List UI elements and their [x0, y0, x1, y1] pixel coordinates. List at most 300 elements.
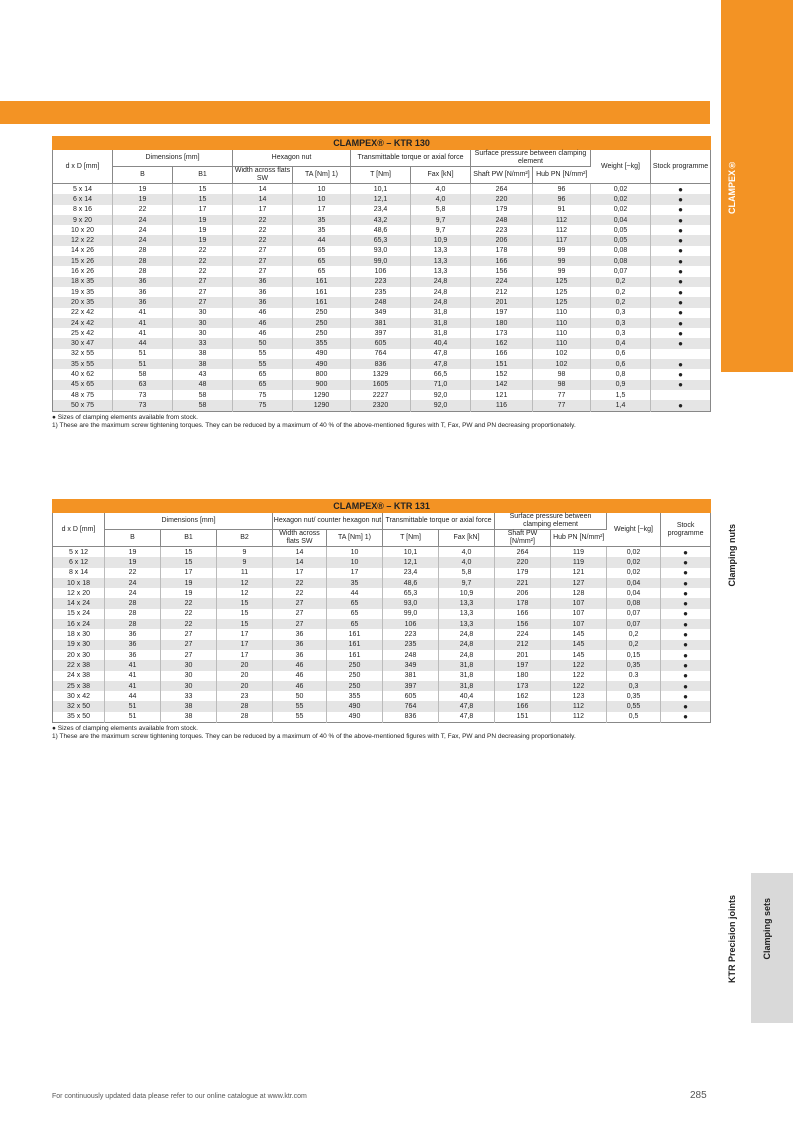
- stock-cell: ●: [651, 318, 711, 328]
- col-hexnut: Hexagon nut/ counter hexagon nut: [273, 513, 383, 530]
- table-cell: 40,4: [411, 338, 471, 348]
- table-row: [53, 390, 711, 400]
- table-cell: 22: [173, 256, 233, 266]
- table-cell: 30: [161, 671, 217, 681]
- table-cell: 1290: [293, 400, 351, 411]
- stock-cell: ●: [683, 712, 688, 722]
- table-cell: 47,8: [411, 359, 471, 369]
- table-cell: 0,02: [591, 205, 651, 215]
- table-cell: 121: [551, 568, 607, 578]
- table-notes: [52, 414, 710, 430]
- table-cell: 110: [533, 318, 591, 328]
- table-cell: 2227: [351, 390, 411, 400]
- table-cell: 12,1: [383, 557, 439, 567]
- table-cell: 19: [161, 578, 217, 588]
- table-cell: 107: [551, 609, 607, 619]
- table-cell: 107: [551, 619, 607, 629]
- table-cell: 65: [327, 598, 383, 608]
- table-cell: 161: [327, 629, 383, 639]
- col-weight: Weight [~kg]: [591, 150, 651, 184]
- table-cell: 349: [383, 660, 439, 670]
- table-cell: 46: [233, 328, 293, 338]
- stock-cell: ●: [683, 650, 688, 660]
- table-cell: 98: [533, 380, 591, 390]
- table-cell: 223: [471, 225, 533, 235]
- table-cell: 16 x 26: [53, 266, 113, 276]
- table-cell: 30: [173, 308, 233, 318]
- table-cell: 15: [173, 184, 233, 195]
- table-cell: 122: [551, 681, 607, 691]
- table-cell: 38: [173, 349, 233, 359]
- table-cell: 46: [233, 308, 293, 318]
- table-cell: 65: [233, 369, 293, 379]
- table-cell: 38: [161, 712, 217, 723]
- table-cell: 112: [533, 225, 591, 235]
- table-row: [53, 297, 711, 307]
- table-cell: 212: [495, 640, 551, 650]
- table-cell: 30: [161, 660, 217, 670]
- table-cell: 17: [217, 640, 273, 650]
- stock-cell: ●: [651, 194, 711, 204]
- table-cell: 10,1: [383, 547, 439, 558]
- col-b1: B1: [173, 167, 233, 184]
- table-cell: 0,02: [607, 557, 661, 567]
- table-cell: 127: [551, 578, 607, 588]
- table-cell: 10: [293, 184, 351, 195]
- table-cell: 20 x 35: [53, 297, 113, 307]
- table-row: [53, 277, 711, 287]
- table-cell: 0,05: [591, 235, 651, 245]
- table-cell: 10 x 20: [53, 225, 113, 235]
- table-cell: 47,8: [439, 712, 495, 723]
- table-cell: 119: [551, 557, 607, 567]
- stock-cell: ●: [651, 380, 711, 390]
- table-cell: 46: [273, 660, 327, 670]
- table-cell: 96: [533, 194, 591, 204]
- table-row: [53, 691, 711, 701]
- table-row: [53, 681, 711, 691]
- table-cell: 13,3: [439, 609, 495, 619]
- table-cell: 264: [471, 184, 533, 195]
- col-b: B: [105, 530, 161, 547]
- col-fax: Fax [kN]: [439, 530, 495, 547]
- table-cell: 206: [471, 235, 533, 245]
- table-cell: 24 x 42: [53, 318, 113, 328]
- table-row: [53, 380, 711, 390]
- table-cell: 17: [173, 205, 233, 215]
- table-cell: 173: [471, 328, 533, 338]
- table-cell: 27: [161, 640, 217, 650]
- table-cell: 44: [293, 235, 351, 245]
- table-cell: 0,3: [591, 308, 651, 318]
- table-cell: 162: [495, 691, 551, 701]
- table-cell: 17: [293, 205, 351, 215]
- table-cell: 27: [173, 297, 233, 307]
- table-cell: 0,4: [591, 338, 651, 348]
- table-cell: 152: [471, 369, 533, 379]
- table-cell: 24 x 38: [53, 671, 105, 681]
- table-cell: 91: [533, 205, 591, 215]
- table-cell: 0,15: [607, 650, 661, 660]
- table-cell: 40 x 62: [53, 369, 113, 379]
- table-cell: 33: [173, 338, 233, 348]
- table-cell: 836: [383, 712, 439, 723]
- stock-cell: ●: [661, 681, 711, 691]
- table-cell: 24,8: [411, 277, 471, 287]
- table-cell: 36: [233, 297, 293, 307]
- col-shaft: Shaft PW [N/mm²]: [471, 167, 533, 184]
- table-cell: 0,35: [607, 660, 661, 670]
- stock-cell: ●: [651, 400, 711, 411]
- table-cell: 93,0: [351, 246, 411, 256]
- table-cell: 19: [173, 235, 233, 245]
- col-dimensions: Dimensions [mm]: [113, 150, 233, 167]
- table-cell: 48,6: [383, 578, 439, 588]
- table-cell: 65: [293, 246, 351, 256]
- table-cell: 248: [471, 215, 533, 225]
- table-cell: 27: [161, 629, 217, 639]
- table-cell: 107: [551, 598, 607, 608]
- table-cell: 4,0: [411, 194, 471, 204]
- table-cell: 47,8: [439, 701, 495, 711]
- table-cell: 98: [533, 369, 591, 379]
- table-cell: 22: [105, 568, 161, 578]
- stock-cell: ●: [651, 277, 711, 287]
- table-cell: 161: [293, 297, 351, 307]
- table-row: [53, 328, 711, 338]
- table-cell: 12,1: [351, 194, 411, 204]
- table-cell: 0,55: [607, 701, 661, 711]
- table-cell: 19: [173, 215, 233, 225]
- table-cell: 46: [273, 671, 327, 681]
- table-cell: 5,8: [411, 205, 471, 215]
- table-cell: 27: [173, 287, 233, 297]
- header-bar: [0, 101, 710, 124]
- table-cell: 235: [351, 287, 411, 297]
- table-cell: 24,8: [439, 629, 495, 639]
- sidebar-label-clamping-nuts[interactable]: Clamping nuts: [727, 524, 737, 587]
- table-cell: 28: [105, 598, 161, 608]
- table-cell: 17: [161, 568, 217, 578]
- table-cell: 123: [551, 691, 607, 701]
- table-cell: 35 x 55: [53, 359, 113, 369]
- table-cell: 0,02: [607, 547, 661, 558]
- table-cell: 28: [113, 266, 173, 276]
- table-cell: 5 x 14: [53, 184, 113, 195]
- table-cell: 22: [173, 246, 233, 256]
- table-cell: 36: [113, 287, 173, 297]
- table-cell: 166: [495, 701, 551, 711]
- table-cell: 58: [173, 400, 233, 411]
- table-cell: 43,2: [351, 215, 411, 225]
- table-row: [53, 225, 711, 235]
- table-ktr130-section: [52, 136, 710, 430]
- table-cell: 0,07: [607, 609, 661, 619]
- table-cell: 605: [351, 338, 411, 348]
- table-cell: 92,0: [411, 390, 471, 400]
- stock-cell: ●: [683, 691, 688, 701]
- table-cell: 48,6: [351, 225, 411, 235]
- table-cell: 12 x 22: [53, 235, 113, 245]
- col-surface: Surface pressure between clamping element: [471, 150, 591, 167]
- table-cell: 14: [273, 557, 327, 567]
- table-cell: 27: [161, 650, 217, 660]
- table-cell: 36: [233, 287, 293, 297]
- table-cell: 151: [471, 359, 533, 369]
- table-cell: 9 x 20: [53, 215, 113, 225]
- table-cell: 223: [383, 629, 439, 639]
- col-fax: Fax [kN]: [411, 167, 471, 184]
- table-cell: 10,9: [411, 235, 471, 245]
- table-cell: 41: [105, 671, 161, 681]
- table-cell: 47,8: [411, 349, 471, 359]
- table-row: [53, 349, 711, 359]
- table-cell: 0,07: [607, 619, 661, 629]
- table-cell: 1,4: [591, 400, 651, 411]
- table-cell: 30: [173, 328, 233, 338]
- col-shaft: Shaft PW [N/mm²]: [495, 530, 551, 547]
- table-cell: 22: [233, 225, 293, 235]
- table-cell: 0,2: [591, 277, 651, 287]
- table-cell: 99,0: [351, 256, 411, 266]
- table-cell: 99: [533, 256, 591, 266]
- table-cell: 30: [161, 681, 217, 691]
- table-row: [53, 184, 711, 195]
- table-cell: 28: [105, 619, 161, 629]
- table-cell: 46: [233, 318, 293, 328]
- table-cell: 77: [533, 390, 591, 400]
- table-cell: 30 x 42: [53, 691, 105, 701]
- table-cell: 0,05: [591, 225, 651, 235]
- table-cell: 206: [495, 588, 551, 598]
- table-cell: 32 x 55: [53, 349, 113, 359]
- table-cell: 36: [233, 277, 293, 287]
- sidebar-label-precision-joints[interactable]: KTR Precision joints: [727, 895, 737, 984]
- table-cell: 13,3: [439, 598, 495, 608]
- note-stock: ● Sizes of clamping elements available from stock.: [52, 413, 198, 421]
- table-row: [53, 287, 711, 297]
- table-cell: 201: [471, 297, 533, 307]
- table-cell: 197: [495, 660, 551, 670]
- table-cell: 24,8: [439, 640, 495, 650]
- table-cell: 24: [113, 235, 173, 245]
- table-cell: 0.3: [607, 671, 661, 681]
- table-cell: 13,3: [411, 266, 471, 276]
- table-cell: 22: [273, 588, 327, 598]
- table-row: [53, 640, 711, 650]
- table-cell: 38: [173, 359, 233, 369]
- table-title: CLAMPEX® – KTR 131: [53, 500, 711, 513]
- table-cell: 490: [293, 349, 351, 359]
- table-cell: 41: [113, 308, 173, 318]
- table-cell: 31,8: [411, 328, 471, 338]
- table-row: [53, 246, 711, 256]
- table-cell: 50: [233, 338, 293, 348]
- table-cell: 10,9: [439, 588, 495, 598]
- col-hexnut: Hexagon nut: [233, 150, 351, 167]
- table-cell: 19 x 30: [53, 640, 105, 650]
- table-cell: 250: [327, 681, 383, 691]
- table-cell: 145: [551, 629, 607, 639]
- table-cell: 31,8: [439, 681, 495, 691]
- table-body: [53, 547, 711, 723]
- col-torque: Transmittable torque or axial force: [351, 150, 471, 167]
- table-cell: 6 x 12: [53, 557, 105, 567]
- table-cell: 93,0: [383, 598, 439, 608]
- table-cell: 142: [471, 380, 533, 390]
- col-dxd: d x D [mm]: [53, 150, 113, 184]
- table-cell: 51: [105, 701, 161, 711]
- table-cell: 0,08: [607, 598, 661, 608]
- table-cell: 179: [471, 205, 533, 215]
- table-cell: 0,2: [591, 297, 651, 307]
- table-cell: 18 x 30: [53, 629, 105, 639]
- table-cell: 12: [217, 578, 273, 588]
- table-cell: 65: [327, 619, 383, 629]
- table-row: [53, 318, 711, 328]
- footer-text: For continuously updated data please refer to our online catalogue at www.ktr.com: [52, 1093, 307, 1100]
- table-cell: 9,7: [411, 225, 471, 235]
- col-weight: Weight [~kg]: [607, 513, 661, 547]
- table-cell: 349: [351, 308, 411, 318]
- table-cell: 24,8: [411, 287, 471, 297]
- col-stock: Stock programme: [661, 513, 711, 547]
- table-cell: 27: [233, 256, 293, 266]
- table-cell: 31,8: [411, 318, 471, 328]
- table-cell: 179: [495, 568, 551, 578]
- table-cell: 22: [161, 598, 217, 608]
- table-cell: 35 x 50: [53, 712, 105, 723]
- table-cell: 0,08: [591, 256, 651, 266]
- table-cell: 178: [471, 246, 533, 256]
- table-cell: 19: [113, 184, 173, 195]
- stock-cell: ●: [661, 619, 711, 629]
- table-cell: 46: [273, 681, 327, 691]
- table-cell: 15: [161, 557, 217, 567]
- table-cell: 605: [383, 691, 439, 701]
- table-ktr131: [52, 499, 711, 723]
- table-cell: 23,4: [351, 205, 411, 215]
- stock-cell: ●: [661, 578, 711, 588]
- table-row: [53, 671, 711, 681]
- table-cell: 0,6: [591, 349, 651, 359]
- table-row: [53, 215, 711, 225]
- table-cell: 10: [327, 557, 383, 567]
- col-surface: Surface pressure between clamping element: [495, 513, 607, 530]
- table-cell: 12 x 20: [53, 588, 105, 598]
- table-cell: 490: [327, 701, 383, 711]
- table-cell: 14 x 26: [53, 246, 113, 256]
- table-cell: 17: [273, 568, 327, 578]
- sidebar-tab-clamping-sets[interactable]: [751, 873, 793, 1023]
- table-cell: 44: [105, 691, 161, 701]
- table-cell: 106: [351, 266, 411, 276]
- table-cell: 36: [273, 629, 327, 639]
- table-cell: 28: [113, 246, 173, 256]
- stock-cell: ●: [678, 267, 683, 277]
- table-cell: 18 x 35: [53, 277, 113, 287]
- table-cell: 125: [533, 297, 591, 307]
- table-row: [53, 547, 711, 558]
- stock-cell: ●: [678, 328, 683, 338]
- table-cell: 27: [173, 277, 233, 287]
- table-cell: 13,3: [439, 619, 495, 629]
- table-cell: 17: [217, 650, 273, 660]
- col-t: T [Nm]: [351, 167, 411, 184]
- stock-cell: ●: [678, 225, 683, 235]
- table-cell: 44: [113, 338, 173, 348]
- table-cell: 9: [217, 547, 273, 558]
- table-cell: 10 x 18: [53, 578, 105, 588]
- table-row: [53, 712, 711, 723]
- stock-cell: ●: [678, 308, 683, 318]
- table-cell: 0,04: [591, 215, 651, 225]
- table-cell: 11: [217, 568, 273, 578]
- table-cell: 50 x 75: [53, 400, 113, 411]
- table-cell: 31,8: [439, 671, 495, 681]
- table-cell: 36: [273, 640, 327, 650]
- table-cell: 65: [293, 266, 351, 276]
- table-cell: 25 x 38: [53, 681, 105, 691]
- table-cell: 99,0: [383, 609, 439, 619]
- stock-cell: ●: [651, 359, 711, 369]
- stock-cell: ●: [661, 640, 711, 650]
- table-cell: 0,04: [607, 588, 661, 598]
- table-cell: 151: [495, 712, 551, 723]
- table-cell: 15: [161, 547, 217, 558]
- stock-cell: ●: [678, 246, 683, 256]
- table-cell: 20: [217, 671, 273, 681]
- sidebar-label-clampex[interactable]: CLAMPEX®: [727, 160, 737, 215]
- table-cell: 43: [173, 369, 233, 379]
- table-cell: 41: [105, 681, 161, 691]
- page-number: 285: [690, 1090, 707, 1101]
- table-cell: 23,4: [383, 568, 439, 578]
- table-cell: 51: [105, 712, 161, 723]
- stock-cell: ●: [661, 557, 711, 567]
- table-cell: 55: [273, 712, 327, 723]
- table-cell: 22 x 38: [53, 660, 105, 670]
- table-notes: [52, 725, 710, 741]
- table-cell: 173: [495, 681, 551, 691]
- table-cell: 22: [273, 578, 327, 588]
- table-cell: 36: [113, 277, 173, 287]
- table-cell: 8 x 16: [53, 205, 113, 215]
- table-cell: 248: [351, 297, 411, 307]
- table-cell: 99: [533, 246, 591, 256]
- table-cell: 58: [113, 369, 173, 379]
- table-cell: 28: [217, 712, 273, 723]
- stock-cell: ●: [661, 660, 711, 670]
- table-cell: 800: [293, 369, 351, 379]
- table-cell: 119: [551, 547, 607, 558]
- table-cell: 22: [233, 235, 293, 245]
- table-body: [53, 184, 711, 412]
- table-cell: 1,5: [591, 390, 651, 400]
- table-cell: 32 x 50: [53, 701, 105, 711]
- table-cell: 106: [383, 619, 439, 629]
- table-row: [53, 359, 711, 369]
- sidebar-label-clamping-sets[interactable]: Clamping sets: [762, 898, 772, 960]
- stock-cell: ●: [683, 630, 688, 640]
- table-cell: 9: [217, 557, 273, 567]
- table-cell: 0,3: [591, 328, 651, 338]
- stock-cell: ●: [651, 297, 711, 307]
- table-cell: 28: [113, 256, 173, 266]
- col-ta: TA [Nm] 1): [293, 167, 351, 184]
- stock-cell: [651, 349, 711, 359]
- table-cell: 2320: [351, 400, 411, 411]
